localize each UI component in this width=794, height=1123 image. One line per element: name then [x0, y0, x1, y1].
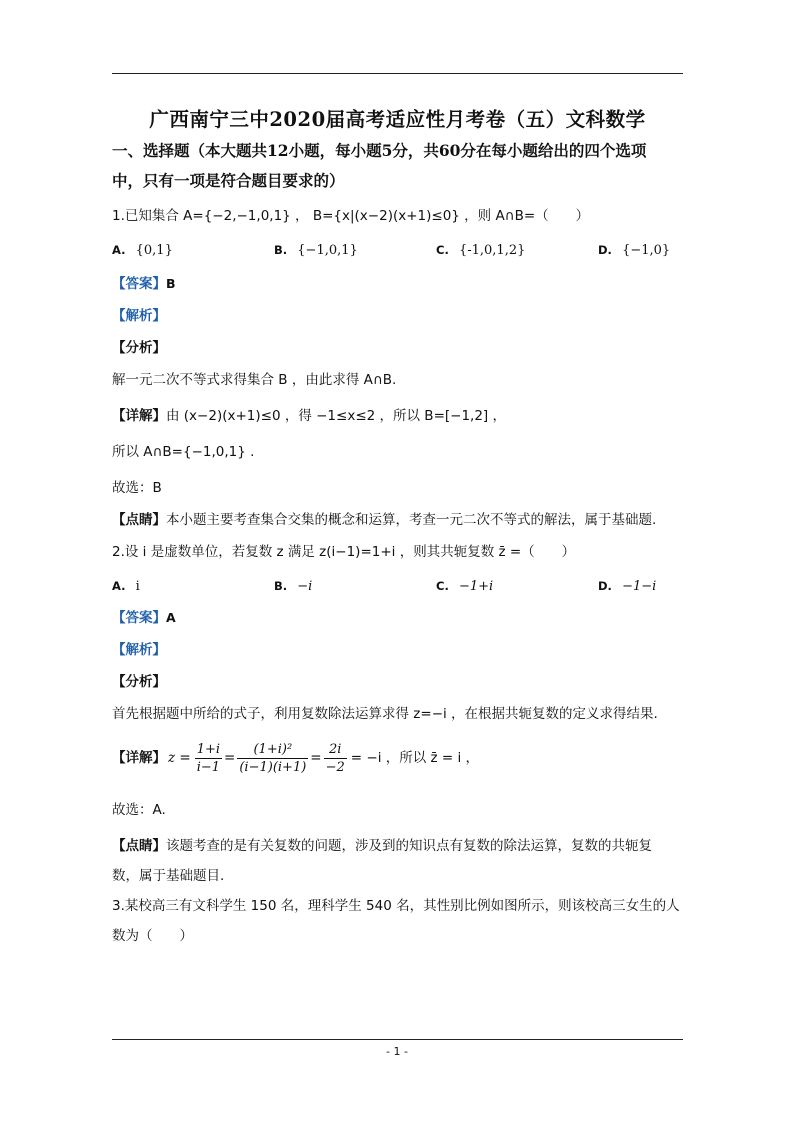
q2-fraction-1-num: 1+i	[196, 741, 221, 757]
q1-analysis-tag: 【解析】	[112, 308, 166, 324]
q2-answer	[112, 608, 683, 628]
q1-option-b-text: {−1,0,1}	[297, 242, 358, 258]
q1-options	[112, 240, 683, 260]
q1-stem: 1.已知集合 A={−2,−1,0,1} ， B={x|(x−2)(x+1)≤0} ，则 A∩B=（ ）	[112, 208, 590, 224]
section-heading-line1: 一、选择题（本大题共12小题，每小题5分，共60分在每小题给出的四个选项	[112, 141, 647, 160]
q2-option-a-key: A.	[112, 578, 126, 593]
q2-option-b	[274, 579, 436, 594]
q2-option-d	[598, 579, 683, 594]
q2-fenxi-tag: 【分析】	[112, 674, 166, 690]
q1-option-a-key: A.	[112, 242, 126, 257]
q2-eq-2: =	[310, 750, 322, 766]
q1-option-a-text: {0,1}	[135, 242, 173, 258]
q2-option-a	[112, 579, 274, 594]
q2-options	[112, 576, 683, 596]
q1-detail-text2: 所以 A∩B={−1,0,1} .	[112, 444, 255, 460]
q2-comment-text2: 数，属于基础题目.	[112, 868, 225, 884]
q2-comment-tag: 【点睛】	[112, 838, 166, 854]
q2-analysis-label	[112, 640, 683, 660]
q1-answer-label: 【答案】	[112, 276, 166, 292]
q3-stem: 3.某校高三有文科学生 150 名，理科学生 540 名，其性别比例如图所示，则该校高三女生的人	[112, 898, 680, 914]
q1-fenxi-tag: 【分析】	[112, 340, 166, 356]
q1-comment-tag: 【点睛】	[112, 512, 166, 528]
q2-option-c-key: C.	[436, 578, 449, 593]
q2-option-b-key: B.	[274, 578, 288, 593]
q2-stem: 2.设 i 是虚数单位，若复数 z 满足 z(i−1)=1+i ，则其共轭复数 z̄ =（ ）	[112, 544, 576, 560]
q1-option-d-text: {−1,0}	[622, 242, 671, 258]
q1-detail	[112, 406, 683, 426]
q2-option-d-key: D.	[598, 578, 612, 593]
q2-answer-label: 【答案】	[112, 610, 166, 626]
q1-comment	[112, 510, 683, 530]
q1-option-c	[436, 243, 598, 258]
q2-detail-tag: 【详解】	[112, 750, 166, 766]
q1-fenxi-text: 解一元二次不等式求得集合 B ，由此求得 A∩B.	[112, 372, 397, 388]
q2-comment-text: 该题考查的是有关复数的问题，涉及到的知识点有复数的除法运算，复数的共轭复	[166, 838, 652, 854]
q1-option-b-key: B.	[274, 242, 288, 257]
q2-detail	[112, 734, 683, 782]
q2-option-b-text: −i	[297, 578, 313, 594]
document-title: 广西南宁三中2020届高考适应性月考卷（五）文科数学	[149, 108, 646, 131]
q1-detail-tag: 【详解】	[112, 408, 166, 424]
q2-fraction-3-den: −2	[325, 759, 345, 775]
q1-answer	[112, 274, 683, 294]
footer-rule	[112, 1039, 683, 1040]
q2-fraction-2	[237, 741, 308, 776]
q1-option-b	[274, 243, 436, 258]
q1-comment-text: 本小题主要考查集合交集的概念和运算，考查一元二次不等式的解法，属于基础题.	[166, 512, 657, 528]
q1-option-a	[112, 243, 274, 258]
q2-fraction-1-den: i−1	[196, 759, 221, 775]
q2-eq-1: =	[224, 750, 236, 766]
section-heading-line2: 中，只有一项是符合题目要求的）	[112, 171, 345, 190]
q2-option-d-text: −1−i	[622, 578, 657, 594]
q2-fraction-3	[324, 741, 347, 776]
q3-stem2: 数为（ ）	[112, 928, 193, 944]
q2-fenxi-label	[112, 672, 683, 692]
q2-option-c-text: −1+i	[458, 578, 494, 594]
q1-fenxi-label	[112, 338, 683, 358]
q2-answer-value: A	[166, 610, 176, 625]
q2-fraction-1	[195, 741, 222, 776]
q2-option-a-text: i	[135, 578, 140, 594]
q2-detail-tail: = −i ，所以 z̄ = i ，	[350, 750, 480, 766]
q1-option-d	[598, 243, 683, 258]
q2-choose: 故选：A.	[112, 802, 166, 818]
q2-option-c	[436, 579, 598, 594]
header-rule	[112, 73, 683, 74]
q1-option-c-key: C.	[436, 242, 449, 257]
q2-analysis-tag: 【解析】	[112, 642, 166, 658]
q1-analysis-label	[112, 306, 683, 326]
q1-detail-text: 由 (x−2)(x+1)≤0 ，得 −1≤x≤2 ，所以 B=[−1,2] ，	[166, 408, 506, 424]
page-number: - 1 -	[386, 1045, 408, 1058]
q1-option-c-text: {-1,0,1,2}	[458, 242, 526, 258]
q2-fraction-2-num: (1+i)²	[237, 741, 308, 759]
q2-fenxi-text: 首先根据题中所给的式子，利用复数除法运算求得 z=−i ，在根据共轭复数的定义求得结果.	[112, 706, 658, 722]
document-page	[112, 88, 683, 946]
q1-answer-value: B	[166, 276, 176, 291]
q1-option-d-key: D.	[598, 242, 612, 257]
q2-detail-z: z =	[168, 750, 191, 766]
q2-fraction-2-den: (i−1)(i+1)	[239, 759, 307, 775]
q2-fraction-3-num: 2i	[324, 741, 347, 759]
q2-comment	[112, 836, 683, 856]
q1-choose: 故选：B	[112, 480, 162, 496]
